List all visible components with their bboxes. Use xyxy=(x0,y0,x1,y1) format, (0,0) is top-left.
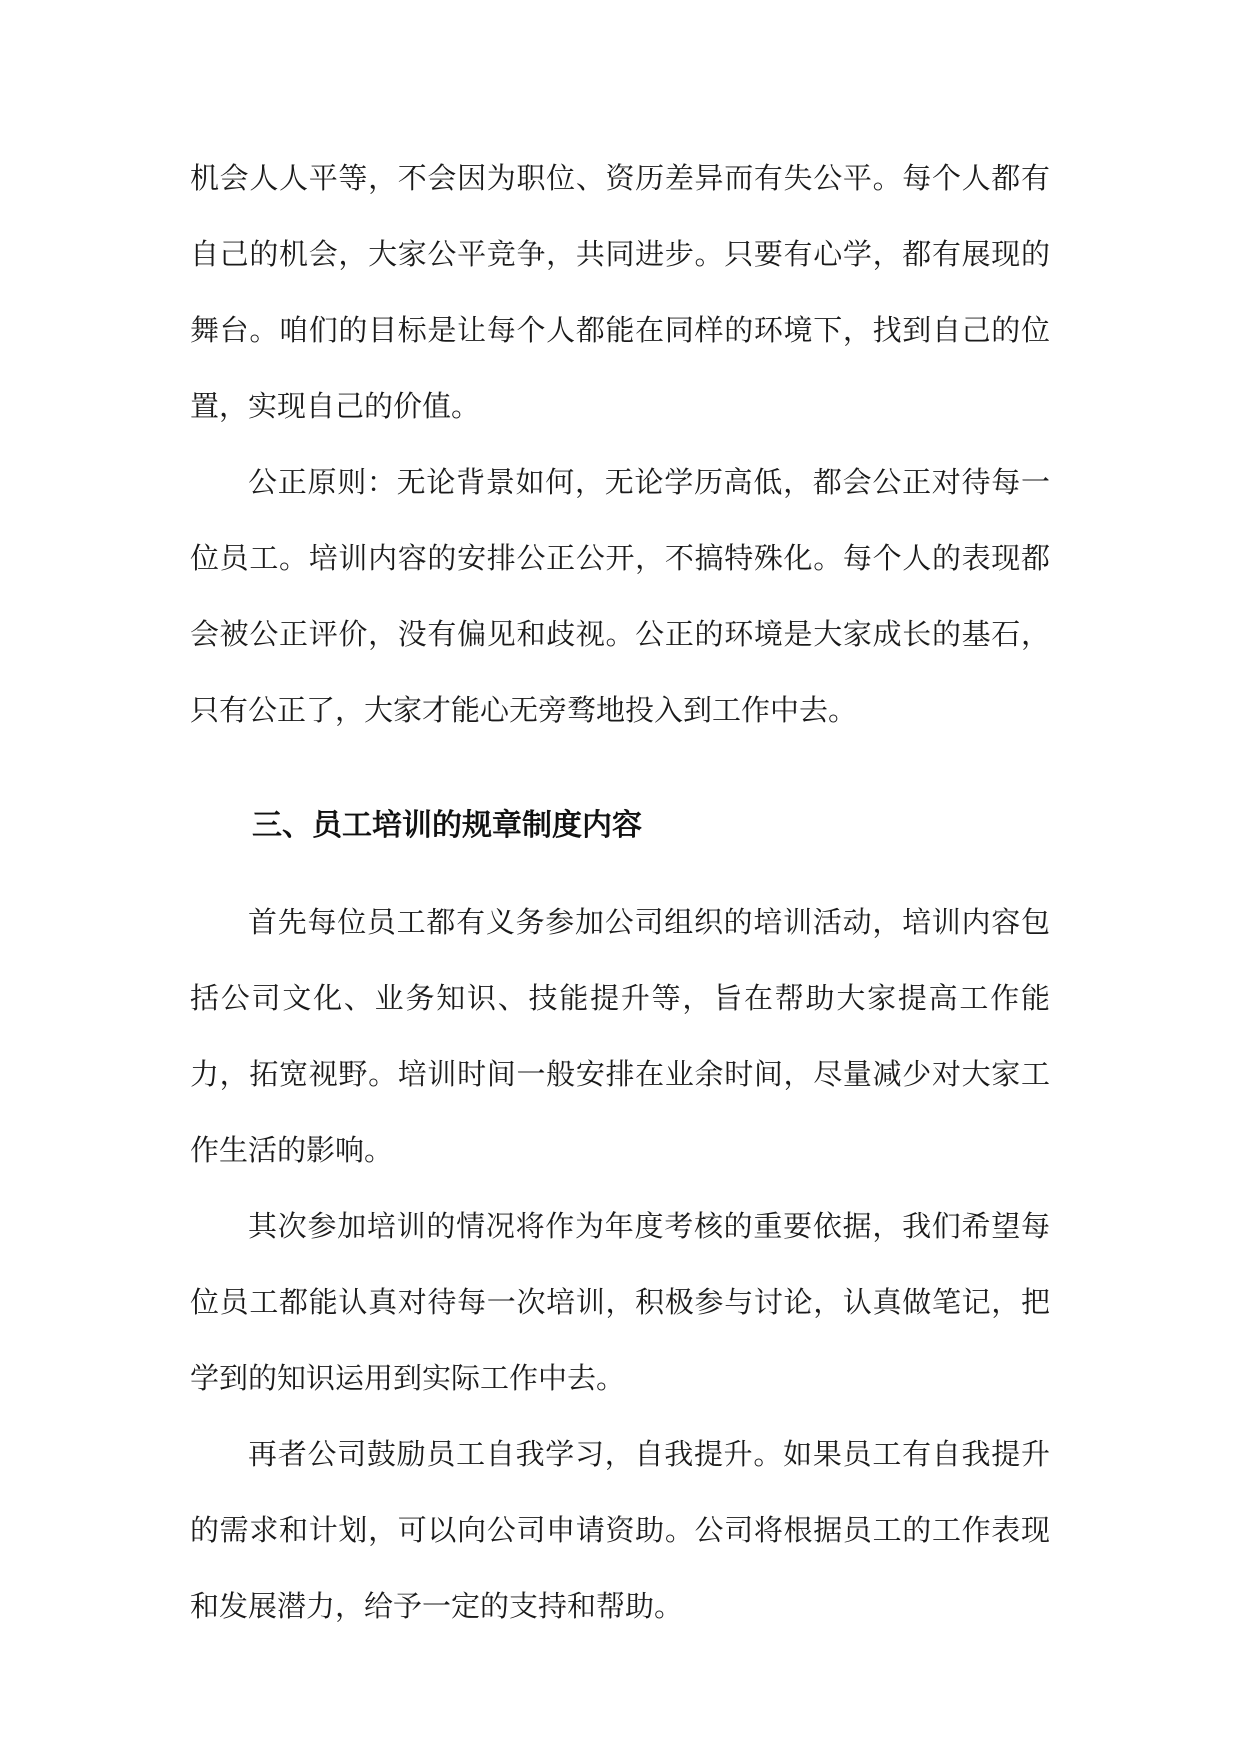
paragraph-justice-principle: 公正原则：无论背景如何，无论学历高低，都会公正对待每一位员工。培训内容的安排公正公开，不搞特殊化。每个人的表现都会被公正评价，没有偏见和歧视。公正的环境是大家成长的基石，只有公正了，大家才能心无旁骛地投入到工作中去。 xyxy=(190,465,1050,727)
section-heading: 三、员工培训的规章制度内容 xyxy=(252,808,642,843)
paragraph-self-learning: 再者公司鼓励员工自我学习，自我提升。如果员工有自我提升的需求和计划，可以向公司申请资助。公司将根据员工的工作表现和发展潜力，给予一定的支持和帮助。 xyxy=(190,1437,1050,1623)
document-body xyxy=(190,140,1050,1644)
paragraph-fairness-continued: 机会人人平等，不会因为职位、资历差异而有失公平。每个人都有自己的机会，大家公平竞争，共同进步。只要有心学，都有展现的舞台。咱们的目标是让每个人都能在同样的环境下，找到自己的位置，实现自己的价值。 xyxy=(190,161,1050,423)
paragraph-training-obligation: 首先每位员工都有义务参加公司组织的培训活动，培训内容包括公司文化、业务知识、技能提升等，旨在帮助大家提高工作能力，拓宽视野。培训时间一般安排在业余时间，尽量减少对大家工作生活的影响。 xyxy=(190,905,1050,1167)
paragraph-training-assessment: 其次参加培训的情况将作为年度考核的重要依据，我们希望每位员工都能认真对待每一次培训，积极参与讨论，认真做笔记，把学到的知识运用到实际工作中去。 xyxy=(190,1209,1050,1395)
